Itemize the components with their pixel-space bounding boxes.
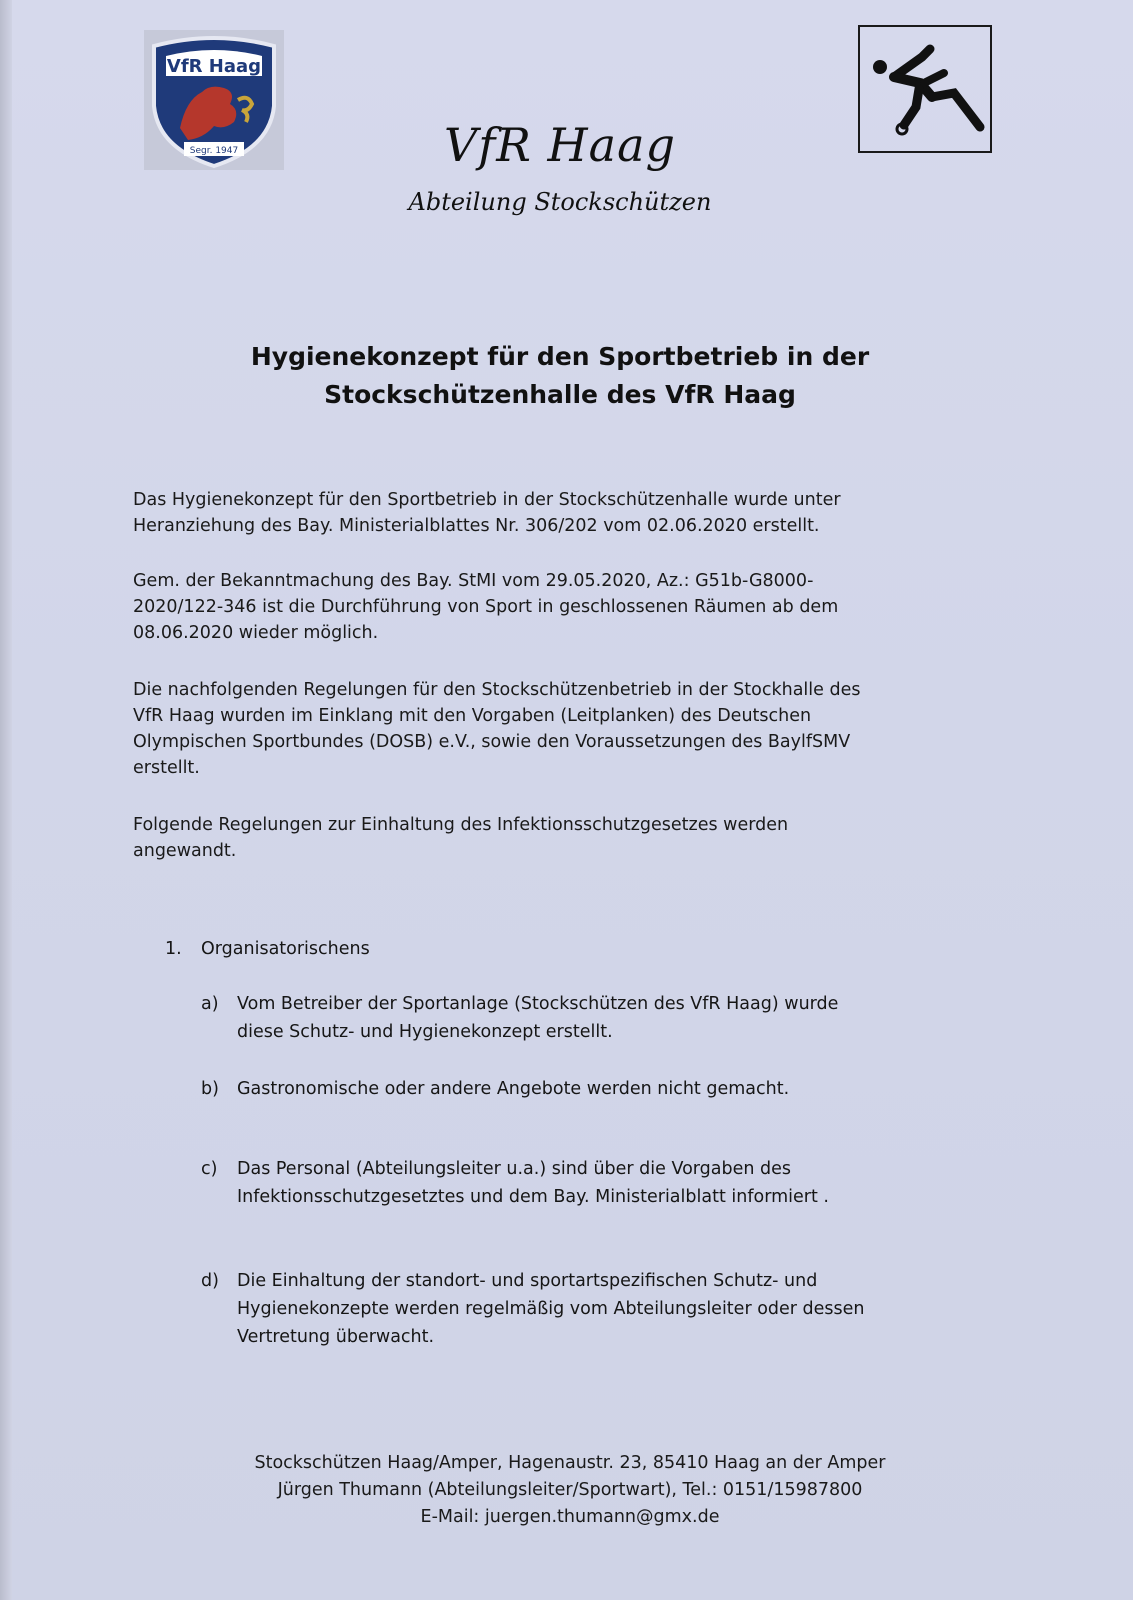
list-item-line: Hygienekonzepte werden regelmäßig vom Abteilungsleiter oder dessen xyxy=(237,1299,865,1319)
document-title xyxy=(200,338,920,414)
page-edge xyxy=(0,0,12,1600)
crest-name-text: VfR Haag xyxy=(166,56,262,77)
section-title: Organisatorischens xyxy=(201,939,370,959)
list-item-label: d) xyxy=(201,1271,219,1291)
list-item-d xyxy=(201,1267,1021,1351)
list-item-line: Gastronomische oder andere Angebote werden nicht gemacht. xyxy=(237,1079,790,1099)
paragraph-line: 2020/122-346 ist die Durchführung von Sport in geschlossenen Räumen ab dem xyxy=(133,597,839,617)
list-item-line: Die Einhaltung der standort- und sportartspezifischen Schutz- und xyxy=(237,1271,818,1291)
department-subheading: Abteilung Stockschützen xyxy=(408,188,712,216)
list-item-b xyxy=(201,1075,1021,1103)
paragraph-announcement xyxy=(133,568,1033,646)
paragraph-line: Olympischen Sportbundes (DOSB) e.V., sowie den Voraussetzungen des BaylfSMV xyxy=(133,732,851,752)
list-item-line: Das Personal (Abteilungsleiter u.a.) sind über die Vorgaben des xyxy=(237,1159,792,1179)
footer-email: E-Mail: juergen.thumann@gmx.de xyxy=(420,1507,720,1527)
list-item-a xyxy=(201,990,1021,1046)
stock-shooter-icon xyxy=(860,27,990,151)
section-1-heading xyxy=(165,936,370,962)
club-name-heading: VfR Haag xyxy=(444,118,676,172)
list-item-label: c) xyxy=(201,1159,218,1179)
list-item-label: b) xyxy=(201,1079,219,1099)
section-number: 1. xyxy=(165,939,182,959)
paragraph-intro xyxy=(133,487,1033,539)
title-line-1: Hygienekonzept für den Sportbetrieb in der xyxy=(250,342,870,371)
list-item-line: diese Schutz- und Hygienekonzept erstellt. xyxy=(237,1022,613,1042)
paragraph-regulations xyxy=(133,677,1033,781)
paragraph-line: Die nachfolgenden Regelungen für den Stockschützenbetrieb in der Stockhalle des xyxy=(133,680,861,700)
paragraph-applied-rules xyxy=(133,812,1033,864)
paragraph-line: angewandt. xyxy=(133,841,237,861)
contact-footer xyxy=(180,1450,960,1531)
paragraph-line: VfR Haag wurden im Einklang mit den Vorgaben (Leitplanken) des Deutschen xyxy=(133,706,812,726)
curling-sport-pictogram xyxy=(858,25,992,153)
paragraph-line: erstellt. xyxy=(133,758,200,778)
footer-address: Stockschützen Haag/Amper, Hagenaustr. 23, 85410 Haag an der Amper xyxy=(254,1453,886,1473)
crest-est-text: Segr. 1947 xyxy=(189,146,239,156)
list-item-line: Vom Betreiber der Sportanlage (Stockschützen des VfR Haag) wurde xyxy=(237,994,839,1014)
footer-contact-person: Jürgen Thumann (Abteilungsleiter/Sportwart), Tel.: 0151/15987800 xyxy=(277,1480,863,1500)
list-item-line: Infektionsschutzgesetztes und dem Bay. Ministerialblatt informiert . xyxy=(237,1187,829,1207)
paragraph-line: Heranziehung des Bay. Ministerialblattes Nr. 306/202 vom 02.06.2020 erstellt. xyxy=(133,516,820,536)
list-item-line: Vertretung überwacht. xyxy=(237,1327,435,1347)
list-item-c xyxy=(201,1155,1021,1211)
paragraph-line: 08.06.2020 wieder möglich. xyxy=(133,623,379,643)
paragraph-line: Gem. der Bekanntmachung des Bay. StMI vom 29.05.2020, Az.: G51b-G8000- xyxy=(133,571,814,591)
list-item-label: a) xyxy=(201,994,219,1014)
crest-icon xyxy=(144,30,284,170)
paragraph-line: Folgende Regelungen zur Einhaltung des Infektionsschutzgesetzes werden xyxy=(133,815,789,835)
title-line-2: Stockschützenhalle des VfR Haag xyxy=(324,380,796,409)
paragraph-line: Das Hygienekonzept für den Sportbetrieb in der Stockschützenhalle wurde unter xyxy=(133,490,841,510)
club-crest-logo xyxy=(144,30,284,170)
